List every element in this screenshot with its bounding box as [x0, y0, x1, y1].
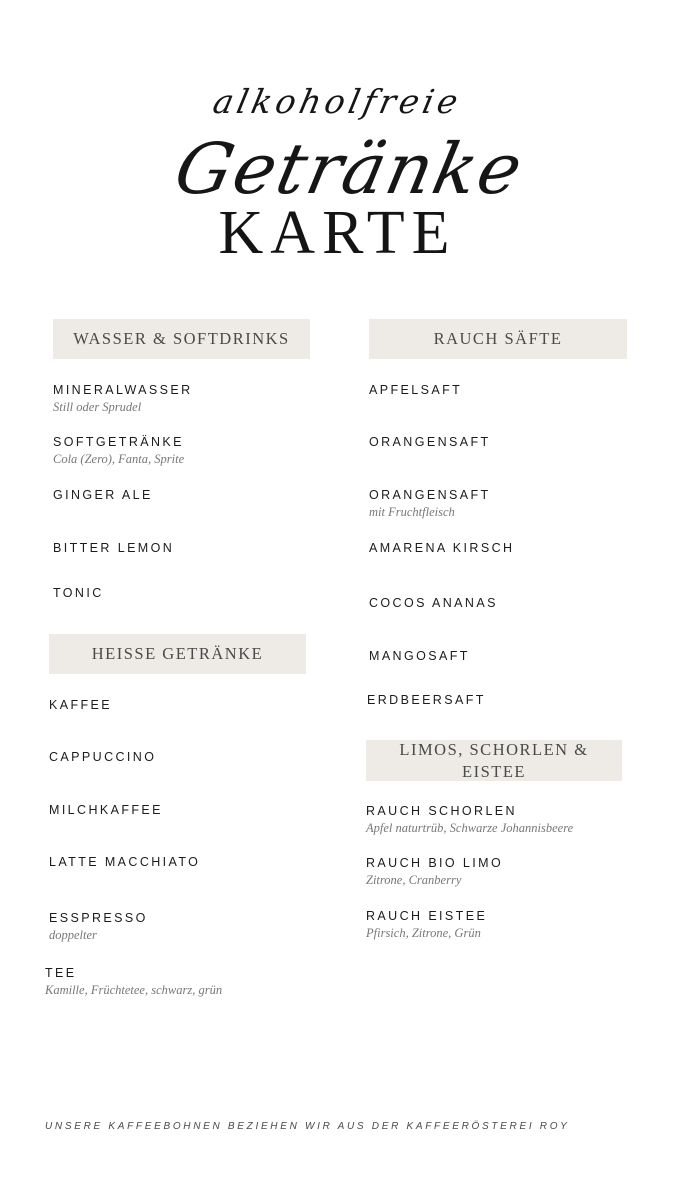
menu-item-ginger-ale — [53, 487, 153, 503]
menu-item-name: TONIC — [53, 586, 104, 600]
menu-item-orangensaft-fruchtfleisch — [369, 487, 491, 521]
footer-note: UNSERE KAFFEEBOHNEN BEZIEHEN WIR AUS DER KAFFEERÖSTEREI ROY — [45, 1121, 570, 1132]
menu-item-name: ERDBEERSAFT — [367, 693, 486, 707]
menu-item-name: APFELSAFT — [369, 383, 463, 397]
menu-item-desc: Kamille, Früchtetee, schwarz, grün — [45, 983, 223, 997]
menu-item-cocos-ananas — [369, 595, 498, 611]
menu-item-rauch-schorlen — [366, 803, 573, 837]
menu-item-name: RAUCH SCHORLEN — [366, 804, 517, 818]
section-heading-heisse-getraenke — [49, 634, 306, 674]
menu-item-tonic — [53, 585, 104, 601]
menu-item-orangensaft — [369, 434, 491, 450]
section-heading-rauch-saefte — [369, 319, 627, 359]
menu-item-milchkaffee — [49, 802, 163, 818]
menu-item-name: SOFTGETRÄNKE — [53, 435, 184, 449]
menu-item-esspresso — [49, 910, 148, 944]
menu-item-softgetraenke — [53, 434, 184, 468]
menu-item-name: MANGOSAFT — [369, 649, 470, 663]
menu-item-name: RAUCH BIO LIMO — [366, 856, 504, 870]
menu-item-bitter-lemon — [53, 540, 174, 556]
title-script-getraenke: Getränke — [167, 128, 532, 210]
menu-item-name: MINERALWASSER — [53, 383, 193, 397]
menu-item-name: BITTER LEMON — [53, 541, 175, 555]
menu-item-name: ORANGENSAFT — [369, 488, 491, 502]
menu-item-name: CAPPUCCINO — [49, 750, 157, 764]
menu-item-cappuccino — [49, 749, 156, 765]
menu-item-mineralwasser — [53, 382, 193, 416]
section-heading-label: WASSER & SOFTDRINKS — [73, 329, 290, 348]
menu-item-name: GINGER ALE — [53, 488, 153, 502]
menu-item-latte-macchiato — [49, 854, 200, 870]
menu-item-name: LATTE MACCHIATO — [49, 855, 201, 869]
menu-item-desc: Still oder Sprudel — [53, 400, 142, 414]
menu-item-name: AMARENA KIRSCH — [369, 541, 515, 555]
section-heading-label: LIMOS, SCHORLEN & EISTEE — [399, 739, 589, 781]
menu-item-desc: mit Fruchtfleisch — [369, 505, 455, 519]
menu-item-name: TEE — [45, 966, 77, 980]
menu-item-erdbeersaft — [367, 692, 486, 708]
menu-item-rauch-eistee — [366, 908, 487, 942]
menu-item-desc: Zitrone, Cranberry — [366, 873, 462, 887]
menu-item-kaffee — [49, 697, 112, 713]
menu-item-name: ORANGENSAFT — [369, 435, 491, 449]
menu-item-apfelsaft — [369, 382, 462, 398]
menu-item-amarena-kirsch — [369, 540, 514, 556]
section-heading-limos-schorlen-eistee — [366, 740, 622, 781]
menu-item-desc: doppelter — [49, 928, 97, 942]
menu-item-rauch-bio-limo — [366, 855, 503, 889]
title-script-alkoholfreie: alkoholfreie — [209, 82, 466, 121]
menu-item-desc: Cola (Zero), Fanta, Sprite — [53, 452, 185, 466]
menu-item-desc: Apfel naturtrüb, Schwarze Johannisbeere — [366, 821, 574, 835]
menu-item-tee — [45, 965, 222, 999]
menu-item-name: COCOS ANANAS — [369, 596, 498, 610]
section-heading-label: HEISSE GETRÄNKE — [91, 644, 264, 663]
menu-item-name: KAFFEE — [49, 698, 113, 712]
title-karte: KARTE — [218, 199, 457, 267]
menu-item-mangosaft — [369, 648, 470, 664]
section-heading-label: RAUCH SÄFTE — [433, 329, 563, 348]
menu-item-name: MILCHKAFFEE — [49, 803, 163, 817]
menu-item-name: ESSPRESSO — [49, 911, 148, 925]
menu-item-name: RAUCH EISTEE — [366, 909, 488, 923]
menu-item-desc: Pfirsich, Zitrone, Grün — [366, 926, 481, 940]
section-heading-wasser-softdrinks — [53, 319, 310, 359]
